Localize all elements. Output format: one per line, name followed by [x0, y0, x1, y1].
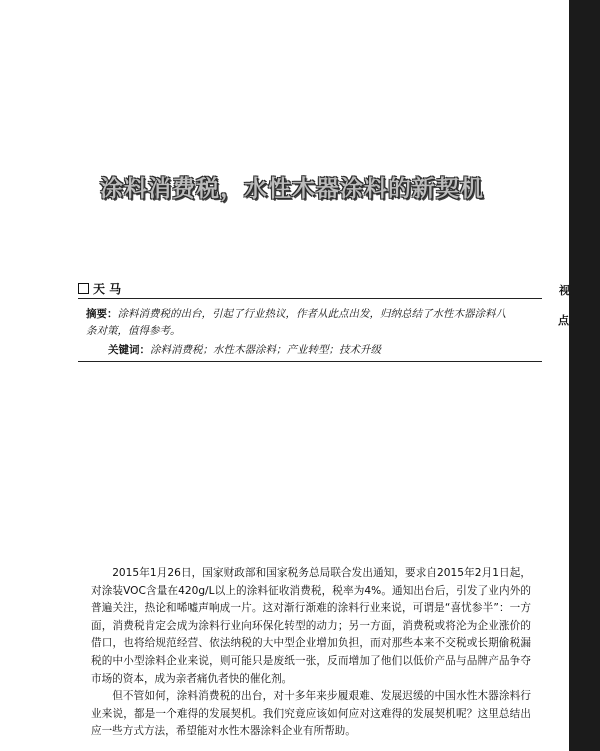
keywords-text: 涂料消费税；水性木器涂料；产业转型；技术升级 — [150, 344, 381, 356]
abstract — [86, 306, 508, 340]
body-text — [91, 565, 531, 741]
paragraph-2: 但不管如何，涂料消费税的出台，对十多年来步履艰难、发展迟缓的中国水性木器涂料行业来说，都是一个难得的发展契机。我们究竟应该如何应对这难得的发展契机呢？这里总结出应一些方式方法，希望能对水性木器涂料企业有所帮助。 — [91, 690, 531, 738]
author-line — [78, 280, 121, 297]
side-bar — [569, 0, 600, 751]
checkbox-square-icon — [78, 283, 89, 294]
rule-bottom — [78, 361, 542, 362]
section-tab-bottom: 点 — [558, 314, 569, 327]
article-title: 涂料消费税，水性木器涂料的新契机 — [100, 176, 484, 202]
section-tab-top: 视 — [559, 284, 570, 297]
abstract-label: 摘要： — [86, 308, 118, 320]
paragraph-1: 2015年1月26日，国家财政部和国家税务总局联合发出通知，要求自2015年2月1日起，对涂装VOC含量在420g/L以上的涂料征收消费税，税率为4%。通知出台后，引发了业内外的普遍关注，热论和唏嘘声响成一片。这对渐行渐难的涂料行业来说，可谓是“喜忧参半”：一方面，消费税肯定会成为涂料行业向环保化转型的动力；另一方面，消费税或将沦为企业涨价的借口，也将给规范经营、依法纳税的大中型企业增加负担，而对那些本来不交税或长期偷税漏税的中小型涂料企业来说，则可能只是废纸一张，反而增加了他们以低价产品与品牌产品争夺市场的资本，成为亲者痛仇者快的催化剂。 — [91, 567, 531, 685]
rule-top — [78, 298, 542, 299]
keywords — [108, 342, 528, 357]
abstract-text: 涂料消费税的出台，引起了行业热议，作者从此点出发，归纳总结了水性木器涂料八条对策，值得参考。 — [86, 308, 506, 337]
keywords-label: 关键词： — [108, 344, 150, 356]
author-name: 天 马 — [93, 282, 122, 296]
